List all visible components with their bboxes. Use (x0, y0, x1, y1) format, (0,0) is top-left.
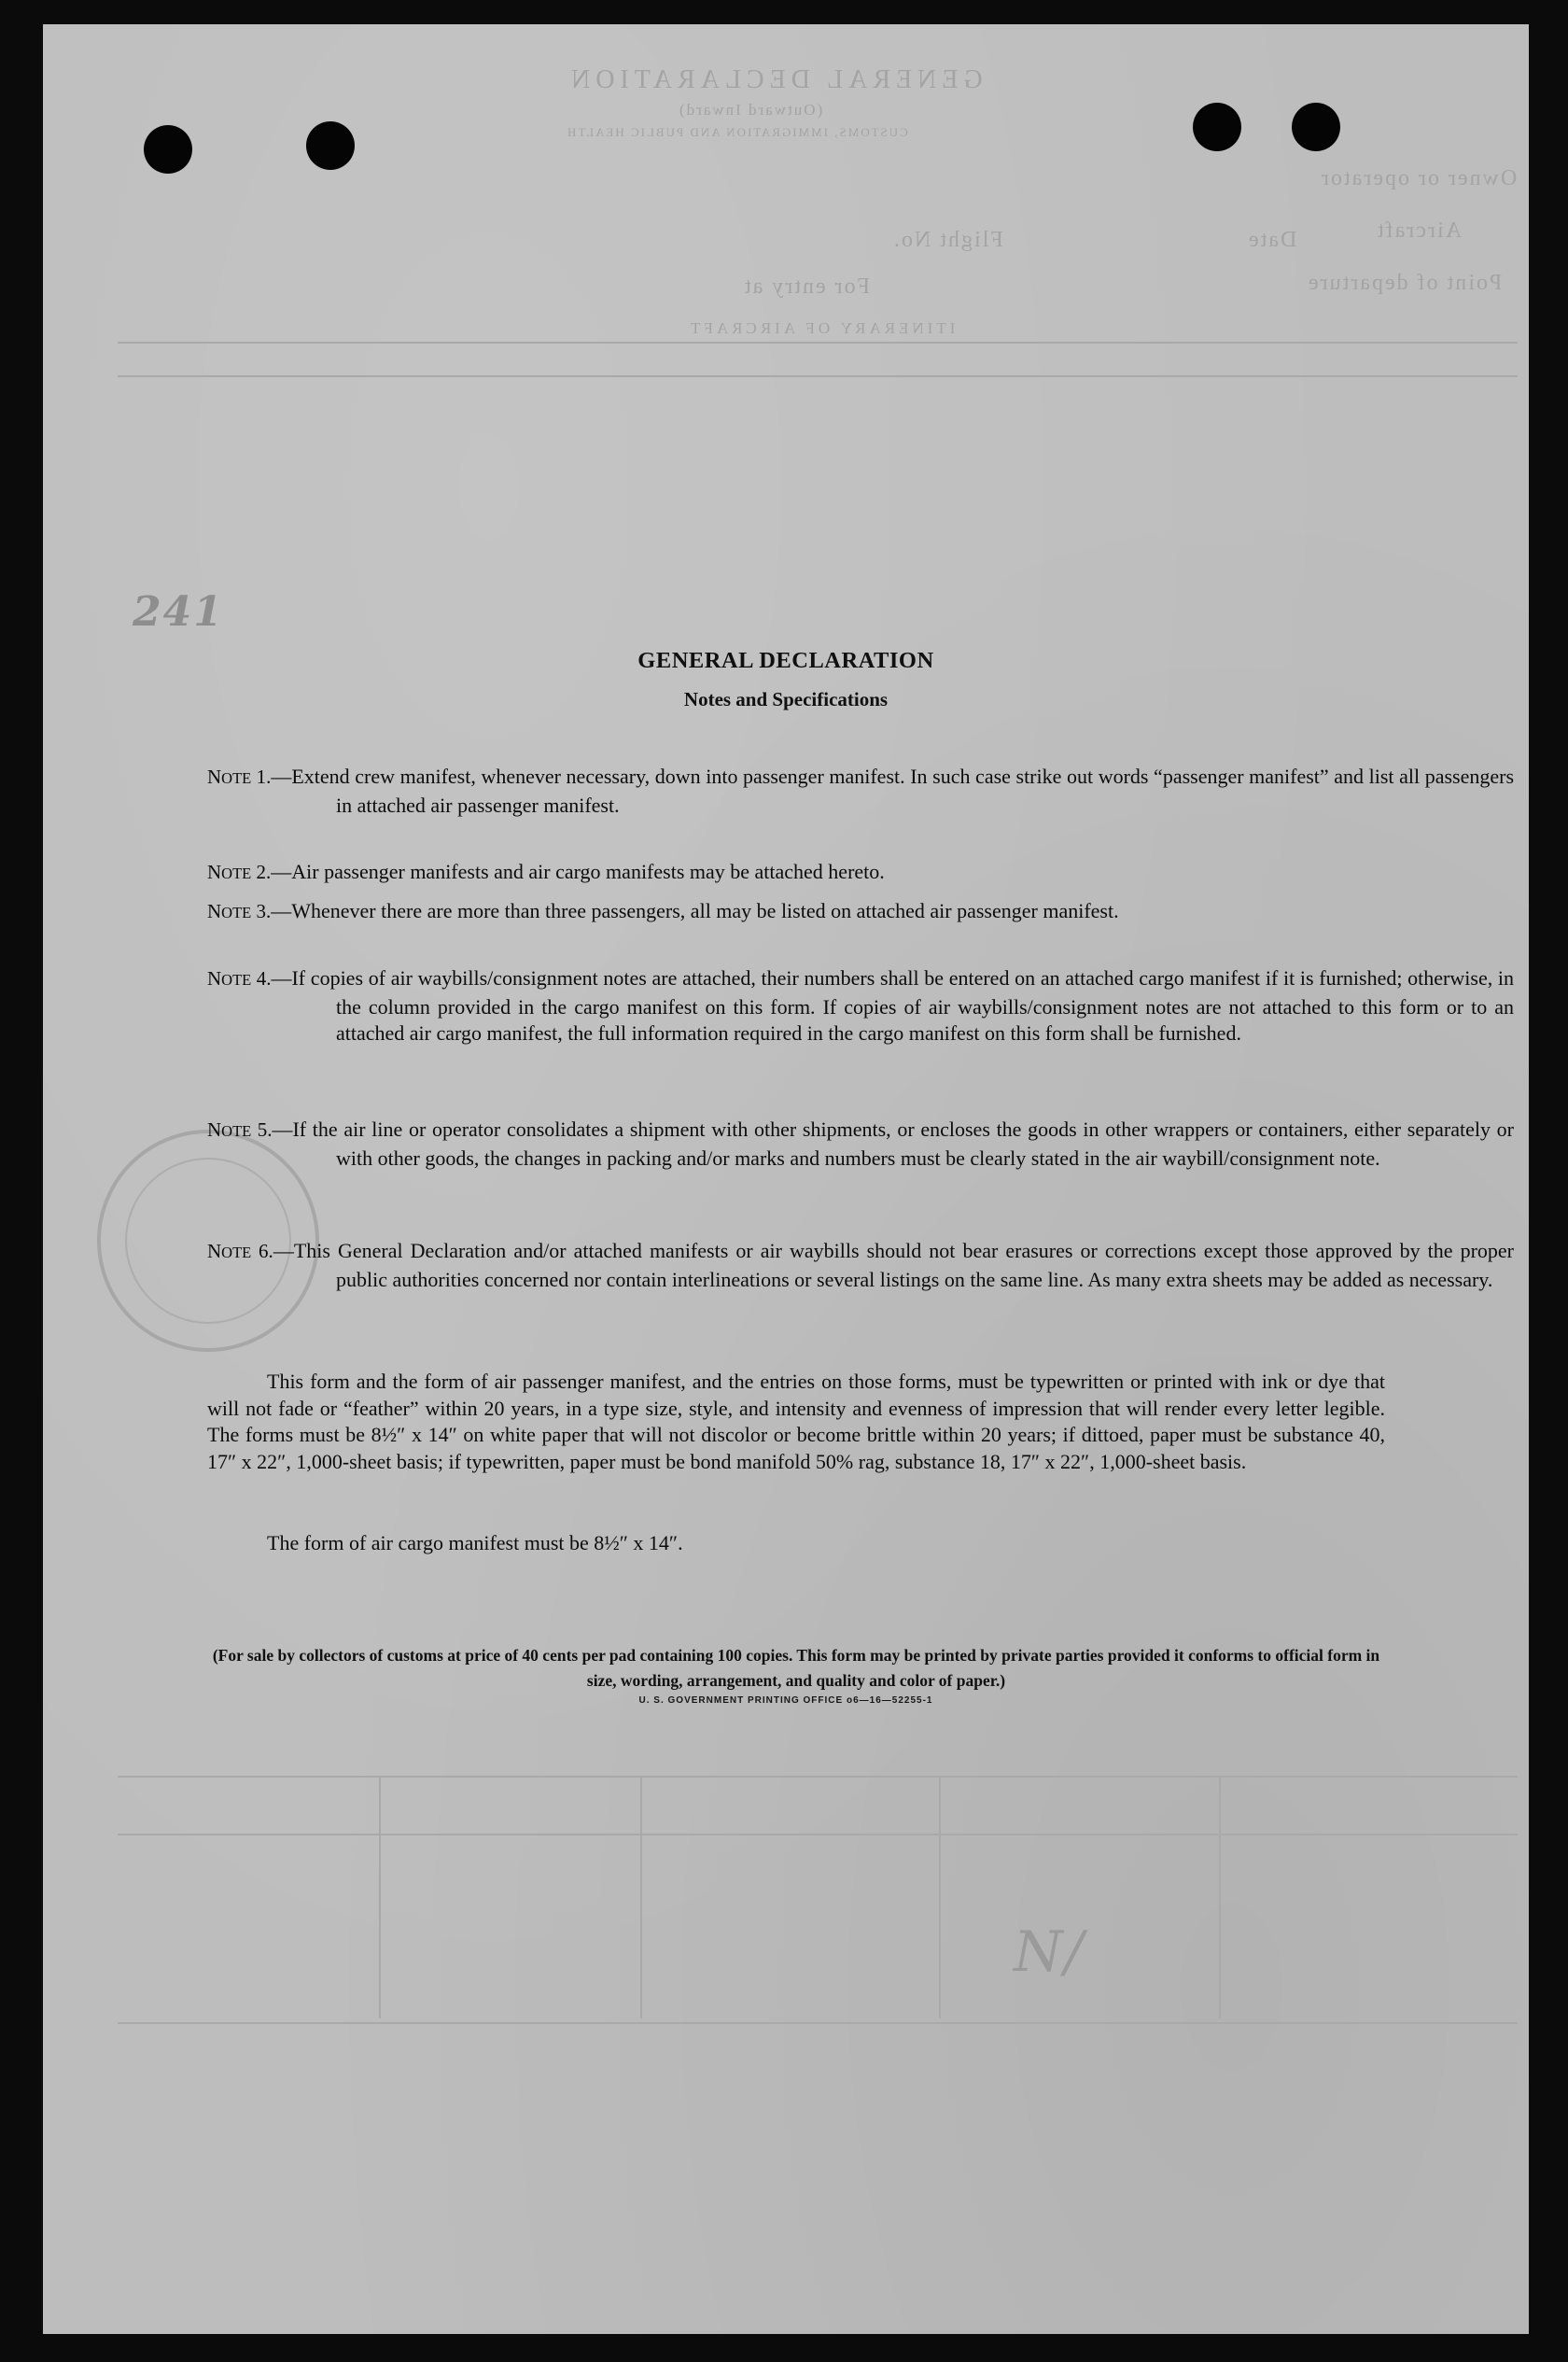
note-label: NOTE 5. (207, 1118, 273, 1141)
ghost-flight-label: Flight No. (892, 228, 1003, 252)
ghost-rule (118, 375, 1518, 377)
punch-hole-far-right (1292, 103, 1340, 151)
note-3 (207, 898, 1514, 927)
ghost-column-rule (1219, 1776, 1221, 2018)
note-text: —Whenever there are more than three passengers, all may be listed on attached air passenger manifest. (271, 899, 1119, 922)
declaration-title: GENERAL DECLARATION (637, 648, 934, 673)
declaration-subtitle: Notes and Specifications (683, 688, 889, 710)
punch-hole-center-left (306, 121, 355, 170)
note-6 (207, 1238, 1514, 1293)
ghost-form-title: GENERAL DECLARATION (566, 65, 983, 94)
document-page (43, 24, 1529, 2334)
note-5 (207, 1117, 1514, 1172)
note-label: NOTE 2. (207, 861, 272, 883)
ghost-rule (118, 1834, 1518, 1835)
punch-hole-right (1193, 103, 1241, 151)
ghost-itinerary-label: ITINERARY OF AIRCRAFT (687, 319, 956, 337)
note-1 (207, 764, 1514, 819)
ghost-column-rule (379, 1776, 381, 2018)
ghost-owner-label: Owner or operator (1320, 166, 1518, 190)
note-label: NOTE 1. (207, 766, 272, 788)
cargo-manifest-size-line: The form of air cargo manifest must be 8½″ x 14″. (267, 1531, 683, 1554)
ghost-handwritten-scrawl: N/ (1014, 1919, 1085, 1985)
ghost-rule (118, 342, 1518, 344)
ghost-column-rule (939, 1776, 941, 2018)
punch-hole-left (144, 125, 192, 174)
ghost-entry-label: For entry at (743, 274, 870, 299)
ghost-rule (118, 1776, 1518, 1778)
form-specification-paragraph: This form and the form of air passenger manifest, and the entries on those forms, must be typewritten or printed with ink or dye that will not fade or “feather” within 20 years, in a type size, style, and intensity and evenness of impression that will render every letter legible. The forms must be 8½″ x 14″ on white paper that will not discolor or become brittle within 20 years; if dittoed, paper must be substance 40, 17″ x 22″, 1,000-sheet basis; if typewritten, paper must be bond manifold 50% rag, substance 18, 17″ x 22″, 1,000-sheet basis. (207, 1370, 1385, 1473)
printer-imprint: U. S. GOVERNMENT PRINTING OFFICE o6—16—52255-1 (638, 1695, 933, 1706)
note-text: —If copies of air waybills/consignment notes are attached, their numbers shall be entered on an attached cargo manifest if it is furnished; otherwise, in the column provided in the cargo manifest on this form. If copies of air waybills/consignment notes are not attached to this form or to an attached air cargo manifest, the full information required in the cargo manifest on this form shall be furnished. (271, 966, 1515, 1046)
ghost-aircraft-label: Aircraft (1376, 218, 1462, 243)
note-label: NOTE 3. (207, 900, 272, 922)
note-text: —This General Declaration and/or attached manifests or air waybills should not bear erasures or corrections except those approved by the proper public authorities concerned nor contain interlineations or several listings on the same line. As many extra sheets may be added as necessary. (273, 1239, 1514, 1291)
note-label: NOTE 4. (207, 967, 272, 990)
ghost-column-rule (640, 1776, 642, 2018)
ghost-agency-line: CUSTOMS, IMMIGRATION AND PUBLIC HEALTH (566, 125, 908, 139)
ghost-form-subtitle: (Outward Inward) (678, 101, 823, 119)
ghost-departure-label: Point of departure (1307, 271, 1503, 295)
note-text: —Air passenger manifests and air cargo manifests may be attached hereto. (271, 860, 885, 883)
note-4 (207, 965, 1514, 1047)
note-2 (207, 859, 1514, 888)
note-text: —If the air line or operator consolidates a shipment with other shipments, or encloses the goods in other wrappers or containers, either separately or with other goods, the changes in packing and/or marks and numbers must be clearly stated in the air waybill/consignment note. (272, 1118, 1514, 1170)
sale-notice: (For sale by collectors of customs at price of 40 cents per pad containing 100 copies. This form may be printed by private parties provided it conforms to official form in size, wording, arrangement, and quality and color of paper.) (212, 1646, 1380, 1690)
note-text: —Extend crew manifest, whenever necessary, down into passenger manifest. In such case strike out words “passenger manifest” and list all passengers in attached air passenger manifest. (271, 765, 1515, 817)
ghost-rule (118, 2022, 1518, 2024)
note-label: NOTE 6. (207, 1240, 273, 1262)
ghost-handwritten-number: 241 (133, 588, 224, 636)
ghost-date-label: Date (1247, 228, 1297, 252)
